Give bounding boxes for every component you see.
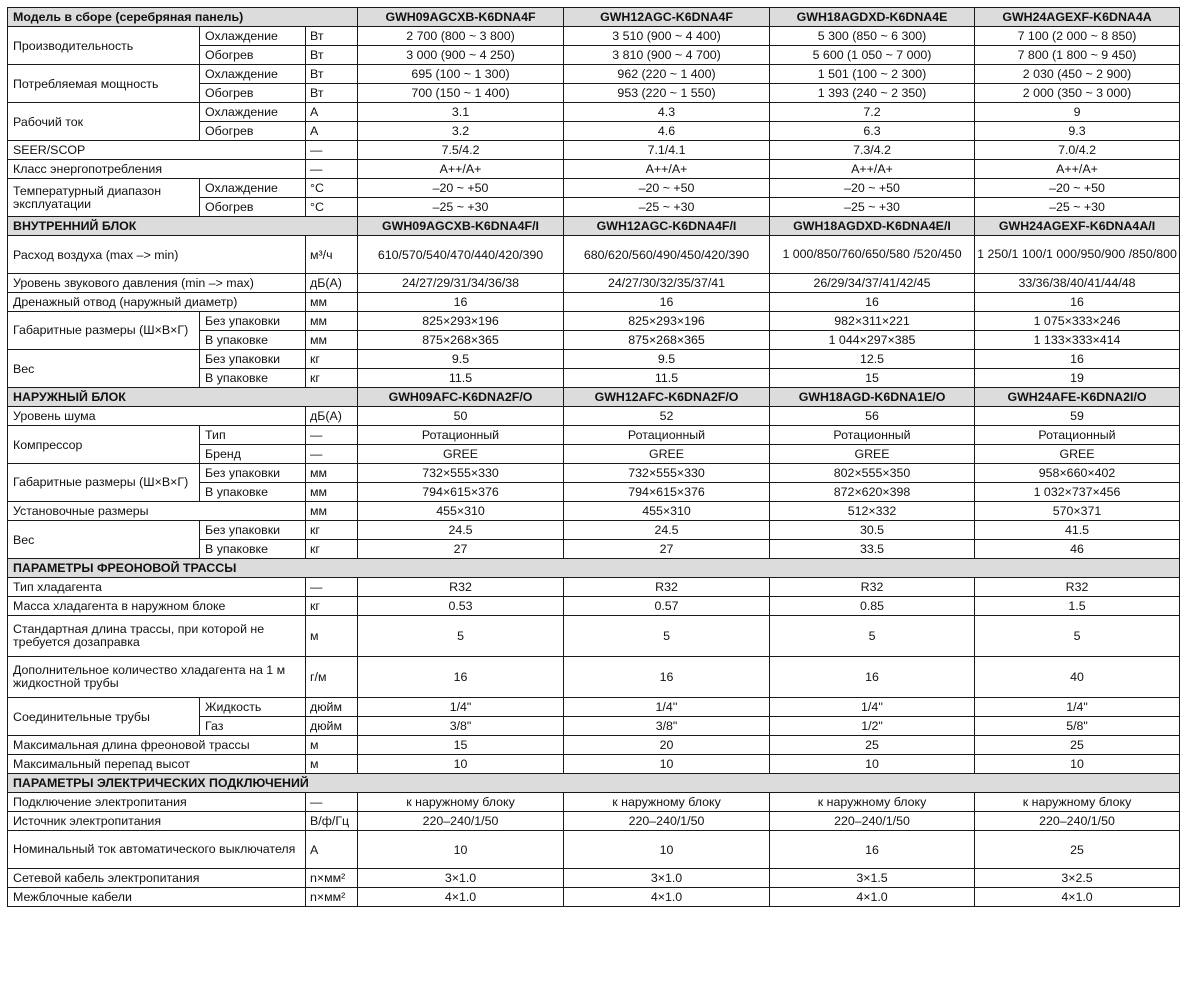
value-cell: 5 300 (850 ~ 6 300) (770, 27, 975, 46)
table-row (8, 597, 1180, 616)
value-cell: 25 (975, 831, 1180, 869)
value-cell: 9.5 (358, 350, 564, 369)
value-cell: 1/2" (770, 717, 975, 736)
value-cell: A++/A+ (358, 160, 564, 179)
unit-label: дБ(А) (306, 407, 358, 426)
model-name: GWH18AGDXD-K6DNA4E (770, 8, 975, 27)
table-row (8, 831, 1180, 869)
section-header-outdoor (8, 388, 1180, 407)
value-cell: 27 (358, 540, 564, 559)
value-cell: 1/4'' (564, 698, 770, 717)
mode-label: В упаковке (200, 369, 306, 388)
unit-label: г/м (306, 657, 358, 698)
value-cell: Ротационный (564, 426, 770, 445)
header-title: Модель в сборе (серебряная панель) (8, 8, 358, 27)
value-cell: Ротационный (770, 426, 975, 445)
unit-label: Вт (306, 46, 358, 65)
model-name: GWH24AGEXF-K6DNA4A (975, 8, 1180, 27)
value-cell: –25 ~ +30 (975, 198, 1180, 217)
value-cell: 1/4'' (770, 698, 975, 717)
value-cell: 732×555×330 (564, 464, 770, 483)
row-label: Класс энергопотребления (8, 160, 306, 179)
value-cell: R32 (358, 578, 564, 597)
row-label: Уровень звукового давления (min –> max) (8, 274, 306, 293)
value-cell: GREE (358, 445, 564, 464)
value-cell: 25 (770, 736, 975, 755)
spec-table (7, 7, 1180, 907)
value-cell: 3 810 (900 ~ 4 700) (564, 46, 770, 65)
value-cell: 3×1.5 (770, 869, 975, 888)
value-cell: A++/A+ (564, 160, 770, 179)
table-row (8, 698, 1180, 717)
value-cell: 1 075×333×246 (975, 312, 1180, 331)
value-cell: 6.3 (770, 122, 975, 141)
unit-label: А (306, 122, 358, 141)
unit-label: м³/ч (306, 236, 358, 274)
value-cell: 3 510 (900 ~ 4 400) (564, 27, 770, 46)
value-cell: 875×268×365 (358, 331, 564, 350)
value-cell: 16 (770, 831, 975, 869)
unit-label: кг (306, 369, 358, 388)
value-cell: A++/A+ (975, 160, 1180, 179)
value-cell: 16 (975, 350, 1180, 369)
value-cell: –25 ~ +30 (564, 198, 770, 217)
value-cell: 41.5 (975, 521, 1180, 540)
value-cell: 953 (220 ~ 1 550) (564, 84, 770, 103)
unit-label: мм (306, 502, 358, 521)
unit-label: А (306, 103, 358, 122)
row-label: SEER/SCOP (8, 141, 306, 160)
mode-label: Газ (200, 717, 306, 736)
mode-label: Бренд (200, 445, 306, 464)
value-cell: 1/4" (358, 698, 564, 717)
value-cell: 872×620×398 (770, 483, 975, 502)
unit-label: дюйм (306, 717, 358, 736)
unit-label: В/ф/Гц (306, 812, 358, 831)
table-row (8, 521, 1180, 540)
value-cell: 2 030 (450 ~ 2 900) (975, 65, 1180, 84)
unit-label: n×мм² (306, 888, 358, 907)
value-cell: 9.5 (564, 350, 770, 369)
row-label: Рабочий ток (8, 103, 200, 141)
value-cell: 50 (358, 407, 564, 426)
value-cell: 0.57 (564, 597, 770, 616)
row-label: Расход воздуха (max –> min) (8, 236, 306, 274)
unit-label: — (306, 426, 358, 445)
value-cell: 16 (975, 293, 1180, 312)
value-cell: A++/A+ (770, 160, 975, 179)
unit-label: м (306, 755, 358, 774)
value-cell: 0.85 (770, 597, 975, 616)
value-cell: 2 000 (350 ~ 3 000) (975, 84, 1180, 103)
model-name: GWH12AGC-K6DNA4F (564, 8, 770, 27)
value-cell: 5 (975, 616, 1180, 657)
header-row (8, 8, 1180, 27)
value-cell: 24.5 (564, 521, 770, 540)
unit-label: кг (306, 350, 358, 369)
model-name: GWH09AFC-K6DNA2F/O (358, 388, 564, 407)
value-cell: 59 (975, 407, 1180, 426)
value-cell: 0.53 (358, 597, 564, 616)
value-cell: 20 (564, 736, 770, 755)
value-cell: 40 (975, 657, 1180, 698)
table-row (8, 869, 1180, 888)
value-cell: 732×555×330 (358, 464, 564, 483)
table-row (8, 312, 1180, 331)
value-cell: 610/570/540/470/440/420/390 (358, 236, 564, 274)
section-title: ВНУТРЕННИЙ БЛОК (8, 217, 358, 236)
row-label: Соединительные трубы (8, 698, 200, 736)
value-cell: 3.1 (358, 103, 564, 122)
table-row (8, 793, 1180, 812)
table-row (8, 812, 1180, 831)
value-cell: 4×1.0 (975, 888, 1180, 907)
row-label: Вес (8, 521, 200, 559)
value-cell: –25 ~ +30 (358, 198, 564, 217)
value-cell: –20 ~ +50 (358, 179, 564, 198)
value-cell: 1/4" (975, 698, 1180, 717)
row-label: Производительность (8, 27, 200, 65)
mode-label: Обогрев (200, 46, 306, 65)
unit-label: Вт (306, 27, 358, 46)
unit-label: мм (306, 293, 358, 312)
row-label: Дренажный отвод (наружный диаметр) (8, 293, 306, 312)
value-cell: 10 (564, 755, 770, 774)
value-cell: 3/8" (358, 717, 564, 736)
mode-label: Без упаковки (200, 312, 306, 331)
row-label: Тип хладагента (8, 578, 306, 597)
unit-label: м (306, 736, 358, 755)
value-cell: 46 (975, 540, 1180, 559)
row-label: Максимальная длина фреоновой трассы (8, 736, 306, 755)
value-cell: 11.5 (564, 369, 770, 388)
value-cell: 3/8" (564, 717, 770, 736)
table-row (8, 293, 1180, 312)
value-cell: –20 ~ +50 (975, 179, 1180, 198)
unit-label: кг (306, 540, 358, 559)
unit-label: n×мм² (306, 869, 358, 888)
table-row (8, 141, 1180, 160)
value-cell: 220–240/1/50 (564, 812, 770, 831)
value-cell: 33.5 (770, 540, 975, 559)
value-cell: 10 (975, 755, 1180, 774)
table-row (8, 888, 1180, 907)
value-cell: R32 (975, 578, 1180, 597)
value-cell: 695 (100 ~ 1 300) (358, 65, 564, 84)
unit-label: Вт (306, 84, 358, 103)
model-name: GWH18AGD-K6DNA1E/O (770, 388, 975, 407)
mode-label: Обогрев (200, 198, 306, 217)
value-cell: 512×332 (770, 502, 975, 521)
table-row (8, 407, 1180, 426)
value-cell: 1 133×333×414 (975, 331, 1180, 350)
mode-label: В упаковке (200, 483, 306, 502)
value-cell: 2 700 (800 ~ 3 800) (358, 27, 564, 46)
unit-label: Вт (306, 65, 358, 84)
value-cell: 3×2.5 (975, 869, 1180, 888)
table-row (8, 65, 1180, 84)
value-cell: 1 032×737×456 (975, 483, 1180, 502)
value-cell: 825×293×196 (564, 312, 770, 331)
value-cell: 16 (770, 293, 975, 312)
value-cell: 802×555×350 (770, 464, 975, 483)
table-row (8, 755, 1180, 774)
model-name: GWH24AGEXF-K6DNA4A/I (975, 217, 1180, 236)
value-cell: 7.5/4.2 (358, 141, 564, 160)
value-cell: GREE (770, 445, 975, 464)
row-label: Подключение электропитания (8, 793, 306, 812)
value-cell: 12.5 (770, 350, 975, 369)
unit-label: А (306, 831, 358, 869)
value-cell: к наружному блоку (564, 793, 770, 812)
mode-label: Охлаждение (200, 65, 306, 84)
value-cell: 24/27/30/32/35/37/41 (564, 274, 770, 293)
table-row (8, 27, 1180, 46)
row-label: Габаритные размеры (Ш×В×Г) (8, 312, 200, 350)
row-label: Уровень шума (8, 407, 306, 426)
unit-label: мм (306, 464, 358, 483)
value-cell: 56 (770, 407, 975, 426)
unit-label: — (306, 141, 358, 160)
row-label: Максимальный перепад высот (8, 755, 306, 774)
value-cell: 700 (150 ~ 1 400) (358, 84, 564, 103)
unit-label: — (306, 578, 358, 597)
value-cell: 4.6 (564, 122, 770, 141)
value-cell: 3.2 (358, 122, 564, 141)
row-label: Номинальный ток автоматического выключателя (8, 831, 306, 869)
value-cell: 7.2 (770, 103, 975, 122)
mode-label: В упаковке (200, 331, 306, 350)
value-cell: 1 044×297×385 (770, 331, 975, 350)
row-label: Габаритные размеры (Ш×В×Г) (8, 464, 200, 502)
table-row (8, 236, 1180, 274)
mode-label: Обогрев (200, 122, 306, 141)
value-cell: 24.5 (358, 521, 564, 540)
table-row (8, 657, 1180, 698)
value-cell: 4×1.0 (358, 888, 564, 907)
value-cell: 10 (564, 831, 770, 869)
value-cell: 1 250/1 100/1 000/950/900 /850/800 (975, 236, 1180, 274)
unit-label: мм (306, 331, 358, 350)
value-cell: 16 (564, 657, 770, 698)
value-cell: 16 (564, 293, 770, 312)
value-cell: 27 (564, 540, 770, 559)
value-cell: 455×310 (564, 502, 770, 521)
value-cell: 1 393 (240 ~ 2 350) (770, 84, 975, 103)
value-cell: 220–240/1/50 (770, 812, 975, 831)
table-row (8, 274, 1180, 293)
table-row (8, 736, 1180, 755)
value-cell: 875×268×365 (564, 331, 770, 350)
table-row (8, 179, 1180, 198)
mode-label: Без упаковки (200, 464, 306, 483)
mode-label: Жидкость (200, 698, 306, 717)
value-cell: 9.3 (975, 122, 1180, 141)
row-label: Температурный диапазон эксплуатации (8, 179, 200, 217)
value-cell: 4×1.0 (564, 888, 770, 907)
value-cell: Ротационный (358, 426, 564, 445)
value-cell: 455×310 (358, 502, 564, 521)
value-cell: 570×371 (975, 502, 1180, 521)
section-header-electrical (8, 774, 1180, 793)
table-row (8, 160, 1180, 179)
unit-label: — (306, 160, 358, 179)
value-cell: 10 (358, 831, 564, 869)
row-label: Источник электропитания (8, 812, 306, 831)
value-cell: 3 000 (900 ~ 4 250) (358, 46, 564, 65)
row-label: Вес (8, 350, 200, 388)
row-label: Потребляемая мощность (8, 65, 200, 103)
value-cell: 15 (770, 369, 975, 388)
value-cell: 7.0/4.2 (975, 141, 1180, 160)
row-label: Дополнительное количество хладагента на 1 м жидкостной трубы (8, 657, 306, 698)
table-row (8, 464, 1180, 483)
unit-label: мм (306, 483, 358, 502)
unit-label: кг (306, 521, 358, 540)
value-cell: 33/36/38/40/41/44/48 (975, 274, 1180, 293)
value-cell: 982×311×221 (770, 312, 975, 331)
table-row (8, 616, 1180, 657)
section-header-indoor (8, 217, 1180, 236)
value-cell: GREE (975, 445, 1180, 464)
unit-label: дюйм (306, 698, 358, 717)
row-label: Установочные размеры (8, 502, 306, 521)
value-cell: 5 (564, 616, 770, 657)
mode-label: Без упаковки (200, 350, 306, 369)
value-cell: 1.5 (975, 597, 1180, 616)
model-name: GWH24AFE-K6DNA2I/O (975, 388, 1180, 407)
unit-label: — (306, 793, 358, 812)
value-cell: 9 (975, 103, 1180, 122)
value-cell: 5 (770, 616, 975, 657)
table-row (8, 426, 1180, 445)
value-cell: 962 (220 ~ 1 400) (564, 65, 770, 84)
value-cell: 220–240/1/50 (975, 812, 1180, 831)
value-cell: 3×1.0 (564, 869, 770, 888)
value-cell: 794×615×376 (564, 483, 770, 502)
value-cell: 4×1.0 (770, 888, 975, 907)
value-cell: –20 ~ +50 (564, 179, 770, 198)
section-header-refrigerant (8, 559, 1180, 578)
unit-label: кг (306, 597, 358, 616)
value-cell: 52 (564, 407, 770, 426)
section-title: ПАРАМЕТРЫ ФРЕОНОВОЙ ТРАССЫ (8, 559, 1180, 578)
row-label: Масса хладагента в наружном блоке (8, 597, 306, 616)
value-cell: Ротационный (975, 426, 1180, 445)
value-cell: 825×293×196 (358, 312, 564, 331)
value-cell: 25 (975, 736, 1180, 755)
model-name: GWH12AFC-K6DNA2F/O (564, 388, 770, 407)
value-cell: R32 (564, 578, 770, 597)
value-cell: GREE (564, 445, 770, 464)
value-cell: 7.3/4.2 (770, 141, 975, 160)
unit-label: дБ(А) (306, 274, 358, 293)
value-cell: –25 ~ +30 (770, 198, 975, 217)
value-cell: 10 (770, 755, 975, 774)
mode-label: В упаковке (200, 540, 306, 559)
unit-label: — (306, 445, 358, 464)
value-cell: 16 (358, 657, 564, 698)
value-cell: 7 100 (2 000 ~ 8 850) (975, 27, 1180, 46)
value-cell: к наружному блоку (975, 793, 1180, 812)
table-row (8, 578, 1180, 597)
value-cell: 30.5 (770, 521, 975, 540)
row-label: Стандартная длина трассы, при которой не требуется дозаправка (8, 616, 306, 657)
mode-label: Охлаждение (200, 27, 306, 46)
value-cell: к наружному блоку (770, 793, 975, 812)
value-cell: 19 (975, 369, 1180, 388)
value-cell: к наружному блоку (358, 793, 564, 812)
row-label: Межблочные кабели (8, 888, 306, 907)
value-cell: 5/8" (975, 717, 1180, 736)
value-cell: –20 ~ +50 (770, 179, 975, 198)
value-cell: 958×660×402 (975, 464, 1180, 483)
value-cell: 1 000/850/760/650/580 /520/450 (770, 236, 975, 274)
value-cell: 1 501 (100 ~ 2 300) (770, 65, 975, 84)
unit-label: м (306, 616, 358, 657)
row-label: Компрессор (8, 426, 200, 464)
value-cell: 26/29/34/37/41/42/45 (770, 274, 975, 293)
value-cell: 16 (358, 293, 564, 312)
mode-label: Тип (200, 426, 306, 445)
unit-label: °C (306, 198, 358, 217)
value-cell: 5 600 (1 050 ~ 7 000) (770, 46, 975, 65)
value-cell: 4.3 (564, 103, 770, 122)
model-name: GWH09AGCXB-K6DNA4F/I (358, 217, 564, 236)
value-cell: 15 (358, 736, 564, 755)
value-cell: 10 (358, 755, 564, 774)
section-title: ПАРАМЕТРЫ ЭЛЕКТРИЧЕСКИХ ПОДКЛЮЧЕНИЙ (8, 774, 1180, 793)
value-cell: 220–240/1/50 (358, 812, 564, 831)
unit-label: мм (306, 312, 358, 331)
section-title: НАРУЖНЫЙ БЛОК (8, 388, 358, 407)
value-cell: 11.5 (358, 369, 564, 388)
value-cell: R32 (770, 578, 975, 597)
mode-label: Охлаждение (200, 179, 306, 198)
value-cell: 3×1.0 (358, 869, 564, 888)
table-row (8, 502, 1180, 521)
value-cell: 7 800 (1 800 ~ 9 450) (975, 46, 1180, 65)
model-name: GWH09AGCXB-K6DNA4F (358, 8, 564, 27)
mode-label: Обогрев (200, 84, 306, 103)
value-cell: 7.1/4.1 (564, 141, 770, 160)
row-label: Сетевой кабель электропитания (8, 869, 306, 888)
value-cell: 680/620/560/490/450/420/390 (564, 236, 770, 274)
model-name: GWH18AGDXD-K6DNA4E/I (770, 217, 975, 236)
mode-label: Без упаковки (200, 521, 306, 540)
unit-label: °C (306, 179, 358, 198)
value-cell: 24/27/29/31/34/36/38 (358, 274, 564, 293)
mode-label: Охлаждение (200, 103, 306, 122)
value-cell: 16 (770, 657, 975, 698)
model-name: GWH12AGC-K6DNA4F/I (564, 217, 770, 236)
value-cell: 5 (358, 616, 564, 657)
table-row (8, 103, 1180, 122)
table-row (8, 350, 1180, 369)
value-cell: 794×615×376 (358, 483, 564, 502)
